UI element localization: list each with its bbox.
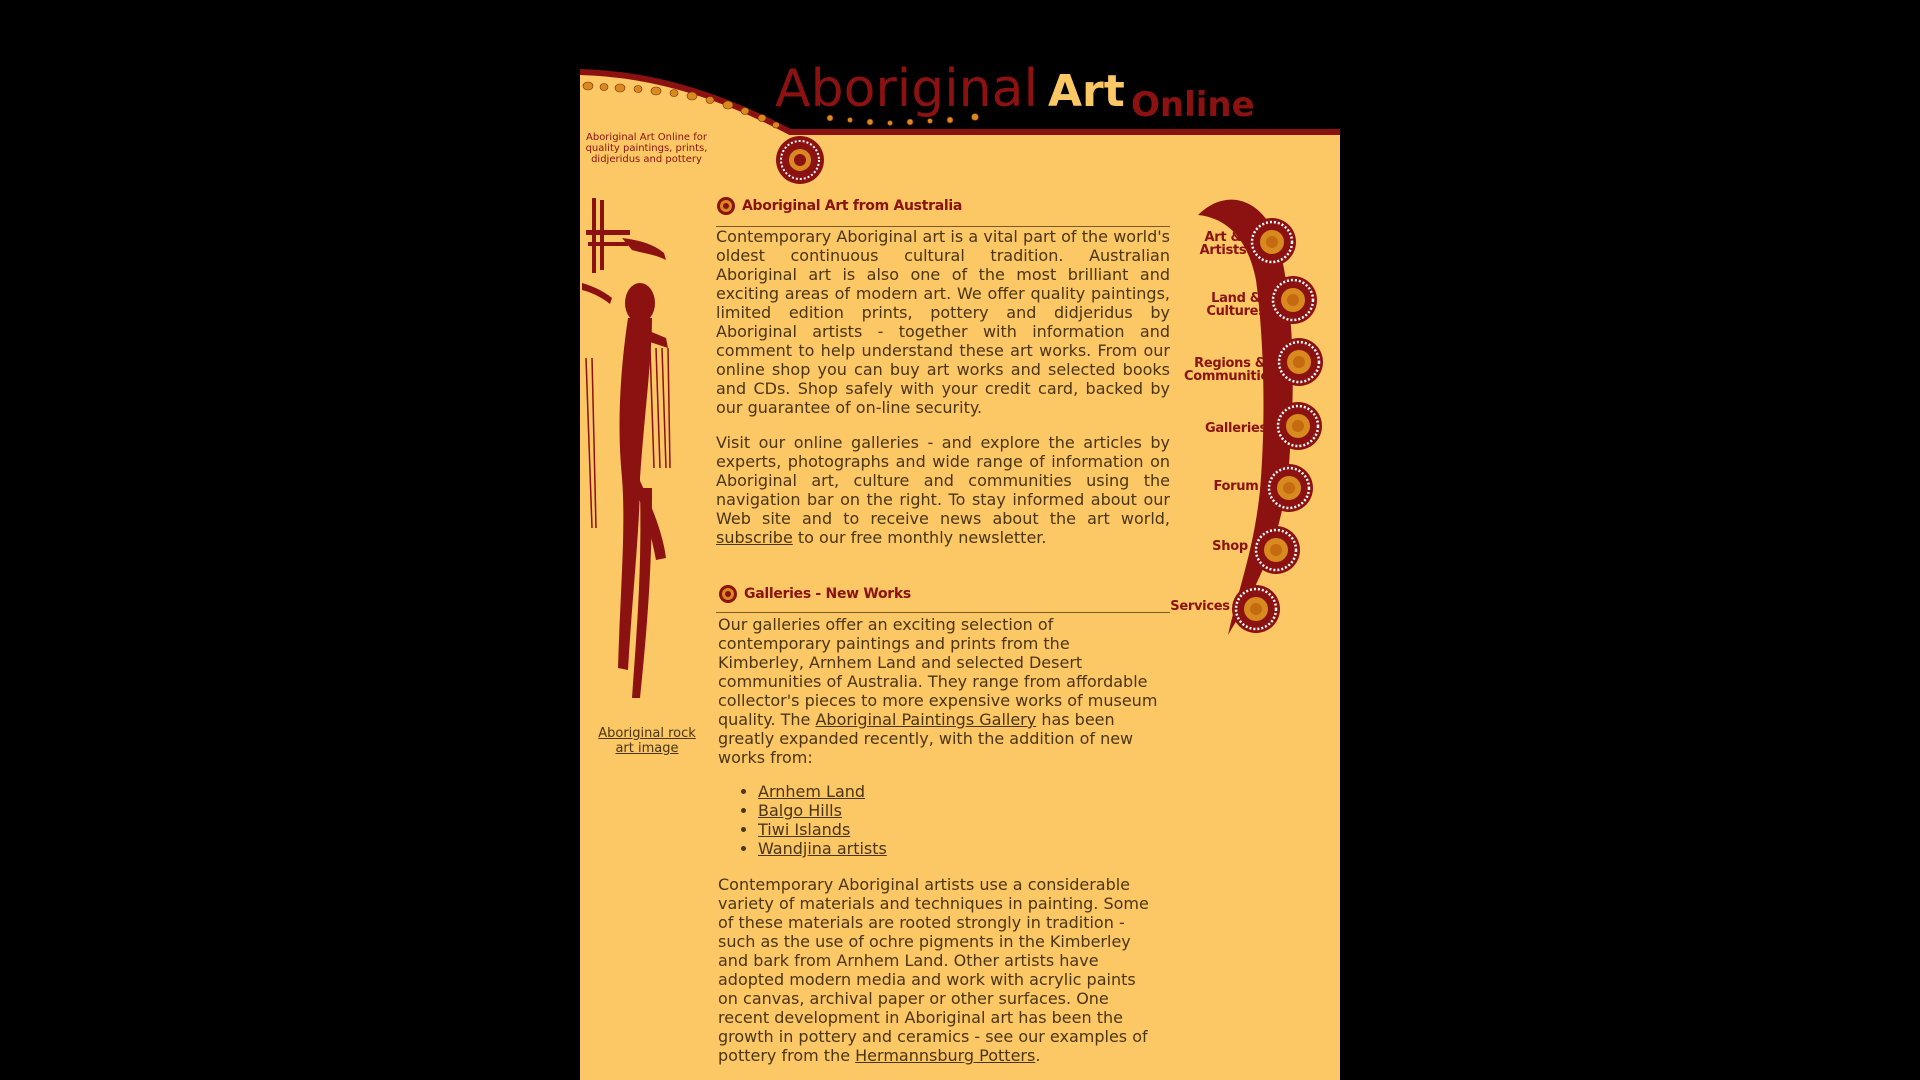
new-works-list <box>718 782 887 858</box>
nav-forum[interactable] <box>1206 480 1266 493</box>
rock-art-caption-link[interactable]: Aboriginal rock art image <box>598 726 696 756</box>
visit-text-end: to our free monthly newsletter. <box>797 528 1047 547</box>
nav-circle-shop-icon[interactable] <box>1252 526 1300 574</box>
nav-label-line: Artists <box>1199 243 1247 258</box>
logo-word-online: Online <box>1131 85 1255 125</box>
nav-circle-forum-icon[interactable] <box>1265 464 1313 512</box>
nav-label-line: Shop <box>1212 539 1248 554</box>
paintings-gallery-link[interactable]: Aboriginal Paintings Gallery <box>815 710 1037 729</box>
galleries-text-end: has been greatly expanded recently, with the addition of new works from: <box>718 710 1134 767</box>
tiwi-islands-link[interactable]: Tiwi Islands <box>758 820 851 839</box>
nav-label-line: Galleries <box>1205 421 1267 436</box>
wandjina-artists-link[interactable]: Wandjina artists <box>758 839 887 858</box>
nav-label-line: Forum <box>1213 479 1259 494</box>
nav-circle-galleries-icon[interactable] <box>1274 402 1322 450</box>
intro-paragraph: Contemporary Aboriginal art is a vital part of the world's oldest continuous cultural tradition. Australian Aboriginal art is also one of the most brilliant and exciting areas of modern art. We offer quality paintings, limited edition prints, pottery and didjeridus by Aboriginal artists - together with information and comment to help understand these art works. From our online shop you can buy art works and selected books and CDs. Shop safely with your credit card, backed by our guarantee of on-line security. <box>716 227 1170 417</box>
nav-circle-regions-communities-icon[interactable] <box>1275 338 1323 386</box>
galleries-text: Our galleries offer an exciting selection of contemporary paintings and prints from the Kimberley, Arnhem Land and selected Desert communities of Australia. They range from affordable collector's pieces to more expensive works of museum quality. The <box>718 615 1158 729</box>
nav-circle-services-icon[interactable] <box>1232 585 1280 633</box>
rock-art-figure-image[interactable] <box>582 198 674 708</box>
nav-label-line: Services <box>1170 599 1230 614</box>
visit-text: Visit our online galleries - and explore the articles by experts, photographs and wide range of information on Aboriginal art, culture and communities using the navigation bar on the right. To stay informed about our Web site and to receive news about the art world, <box>716 433 1170 528</box>
section-heading-aboriginal-art <box>716 196 962 216</box>
list-item <box>758 839 887 858</box>
section-heading-text: Galleries - New Works <box>744 586 911 602</box>
nav-regions-communities[interactable] <box>1184 357 1276 383</box>
logo-word-aboriginal: Aboriginal <box>775 60 1038 119</box>
logo-word-art: Art <box>1048 66 1125 117</box>
nav-circle-land-cultures-icon[interactable] <box>1269 276 1317 324</box>
nav-label-line: Land & <box>1211 291 1261 306</box>
site-tagline: Aboriginal Art Online for quality paintings, prints, didjeridus and pottery <box>585 132 708 165</box>
section-heading-text: Aboriginal Art from Australia <box>742 198 962 214</box>
nav-label-line: Communities <box>1184 369 1277 384</box>
materials-text-end: . <box>1035 1046 1041 1065</box>
nav-shop[interactable] <box>1204 540 1256 553</box>
list-item <box>758 801 887 820</box>
subscribe-link[interactable]: subscribe <box>716 528 793 547</box>
site-logo[interactable] <box>580 60 1340 190</box>
materials-paragraph <box>718 875 1160 1065</box>
materials-text: Contemporary Aboriginal artists use a considerable variety of materials and techniques in painting. Some of these materials are rooted strongly in tradition - such as the use of ochre pigments in the Kimberley and bark from Arnhem Land. Other artists have adopted modern media and work with acrylic paints on canvas, archival paper or other surfaces. One recent development in Aboriginal art has been the growth in pottery and ceramics - see our examples of pottery from the <box>718 875 1149 1065</box>
list-item <box>758 782 887 801</box>
arnhem-land-link[interactable]: Arnhem Land <box>758 782 866 801</box>
nav-services[interactable] <box>1168 600 1232 613</box>
list-item <box>758 820 887 839</box>
visit-paragraph <box>716 433 1170 547</box>
galleries-paragraph <box>718 615 1160 767</box>
nav-art-artists[interactable] <box>1188 231 1258 257</box>
nav-label-line: Cultures <box>1206 304 1266 319</box>
nav-land-cultures[interactable] <box>1200 292 1272 318</box>
nav-label-line: Regions & <box>1194 356 1266 371</box>
nav-label-line: Art & <box>1204 230 1242 245</box>
hermannsburg-potters-link[interactable]: Hermannsburg Potters <box>855 1046 1036 1065</box>
dot-motif-icon <box>716 196 736 216</box>
dot-motif-icon <box>718 584 738 604</box>
section-divider <box>716 612 1170 613</box>
nav-galleries[interactable] <box>1196 422 1276 435</box>
balgo-hills-link[interactable]: Balgo Hills <box>758 801 842 820</box>
section-heading-galleries <box>718 584 911 604</box>
